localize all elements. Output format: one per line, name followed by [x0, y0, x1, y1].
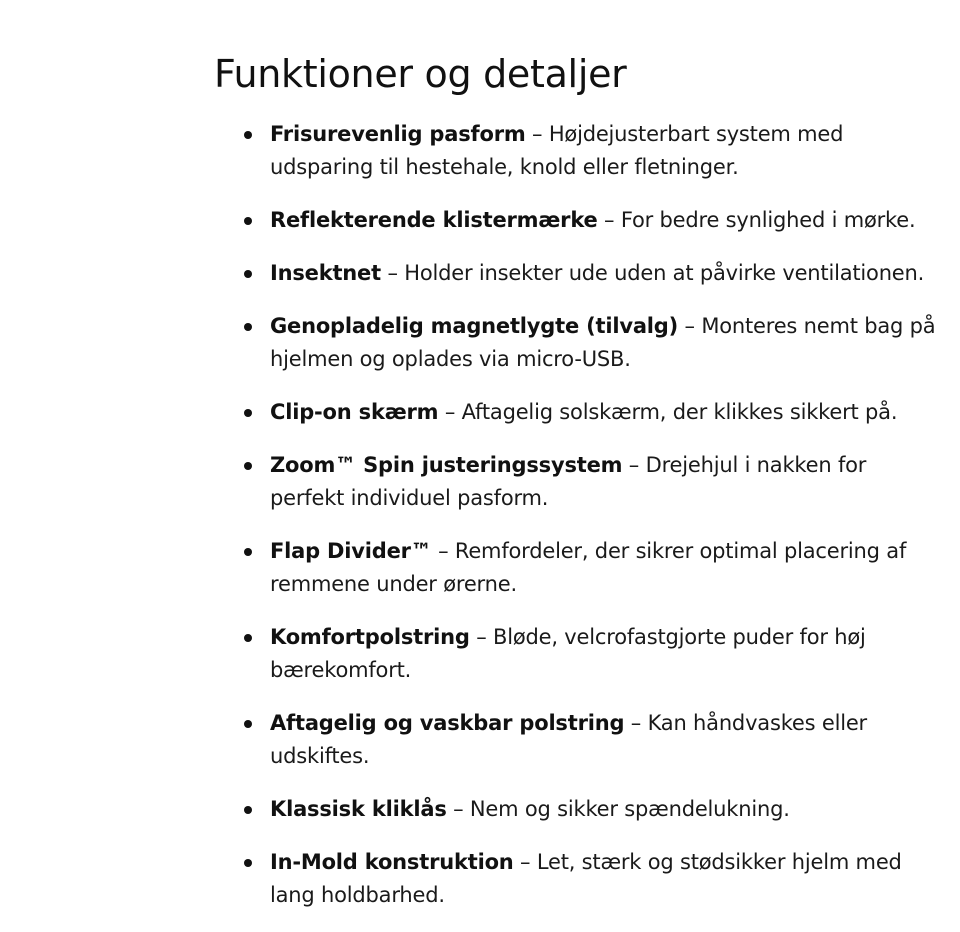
separator: – — [604, 208, 615, 232]
bullet-icon — [244, 131, 252, 139]
separator: – — [630, 711, 642, 735]
feature-description: Højdejusterbart system med udsparing til hestehale, knold eller fletninger. — [270, 122, 844, 179]
feature-description: Aftagelig solskærm, der klikkes sikkert på. — [461, 400, 898, 424]
separator: – — [444, 400, 456, 424]
feature-description: Holder insekter ude uden at påvirke ventilationen. — [404, 261, 925, 285]
list-item — [214, 846, 944, 912]
feature-description: Monteres nemt bag på hjelmen og oplades via micro-USB. — [270, 314, 936, 371]
feature-name: Komfortpolstring — [270, 625, 470, 649]
list-item — [214, 707, 944, 773]
feature-name: Clip-on skærm — [270, 400, 439, 424]
list-item — [214, 257, 944, 290]
separator: – — [453, 797, 464, 821]
feature-description: Bløde, velcrofastgjorte puder for høj bærekomfort. — [270, 625, 866, 682]
separator: – — [387, 261, 398, 285]
feature-name: Frisurevenlig pasform — [270, 122, 526, 146]
separator: – — [476, 625, 487, 649]
separator: – — [438, 539, 449, 563]
features-section — [214, 0, 944, 932]
bullet-icon — [244, 859, 252, 867]
feature-description: For bedre synlighed i mørke. — [620, 208, 916, 232]
bullet-icon — [244, 270, 252, 278]
feature-name: Insektnet — [270, 261, 381, 285]
list-item — [214, 396, 944, 429]
separator: – — [532, 122, 543, 146]
feature-description: Drejehjul i nakken for perfekt individuel pasform. — [270, 453, 867, 510]
feature-name: Reflekterende klistermærke — [270, 208, 598, 232]
feature-description: Let, stærk og stødsikker hjelm med lang holdbarhed. — [270, 850, 902, 907]
list-item — [214, 535, 944, 601]
bullet-icon — [244, 806, 252, 814]
feature-description: Remfordeler, der sikrer optimal placering af remmene under ørerne. — [270, 539, 907, 596]
list-item — [214, 621, 944, 687]
bullet-icon — [244, 217, 252, 225]
list-item — [214, 310, 944, 376]
feature-name: Klassisk kliklås — [270, 797, 447, 821]
bullet-icon — [244, 548, 252, 556]
list-item — [214, 793, 944, 826]
list-item — [214, 118, 944, 184]
bullet-icon — [244, 462, 252, 470]
list-item — [214, 449, 944, 515]
list-item — [214, 204, 944, 237]
feature-name: In-Mold konstruktion — [270, 850, 514, 874]
bullet-icon — [244, 409, 252, 417]
feature-description: Nem og sikker spændelukning. — [469, 797, 790, 821]
bullet-icon — [244, 720, 252, 728]
feature-name: Zoom™ Spin justeringssystem — [270, 453, 623, 477]
bullet-icon — [244, 634, 252, 642]
feature-description: Kan håndvaskes eller udskiftes. — [270, 711, 867, 768]
separator: – — [628, 453, 640, 477]
feature-name: Genopladelig magnetlygte (tilvalg) — [270, 314, 679, 338]
bullet-icon — [244, 323, 252, 331]
feature-list — [214, 118, 944, 912]
page-title: Funktioner og detaljer — [214, 52, 627, 96]
feature-name: Aftagelig og vaskbar polstring — [270, 711, 625, 735]
separator: – — [684, 314, 695, 338]
separator: – — [520, 850, 531, 874]
feature-name: Flap Divider™ — [270, 539, 432, 563]
